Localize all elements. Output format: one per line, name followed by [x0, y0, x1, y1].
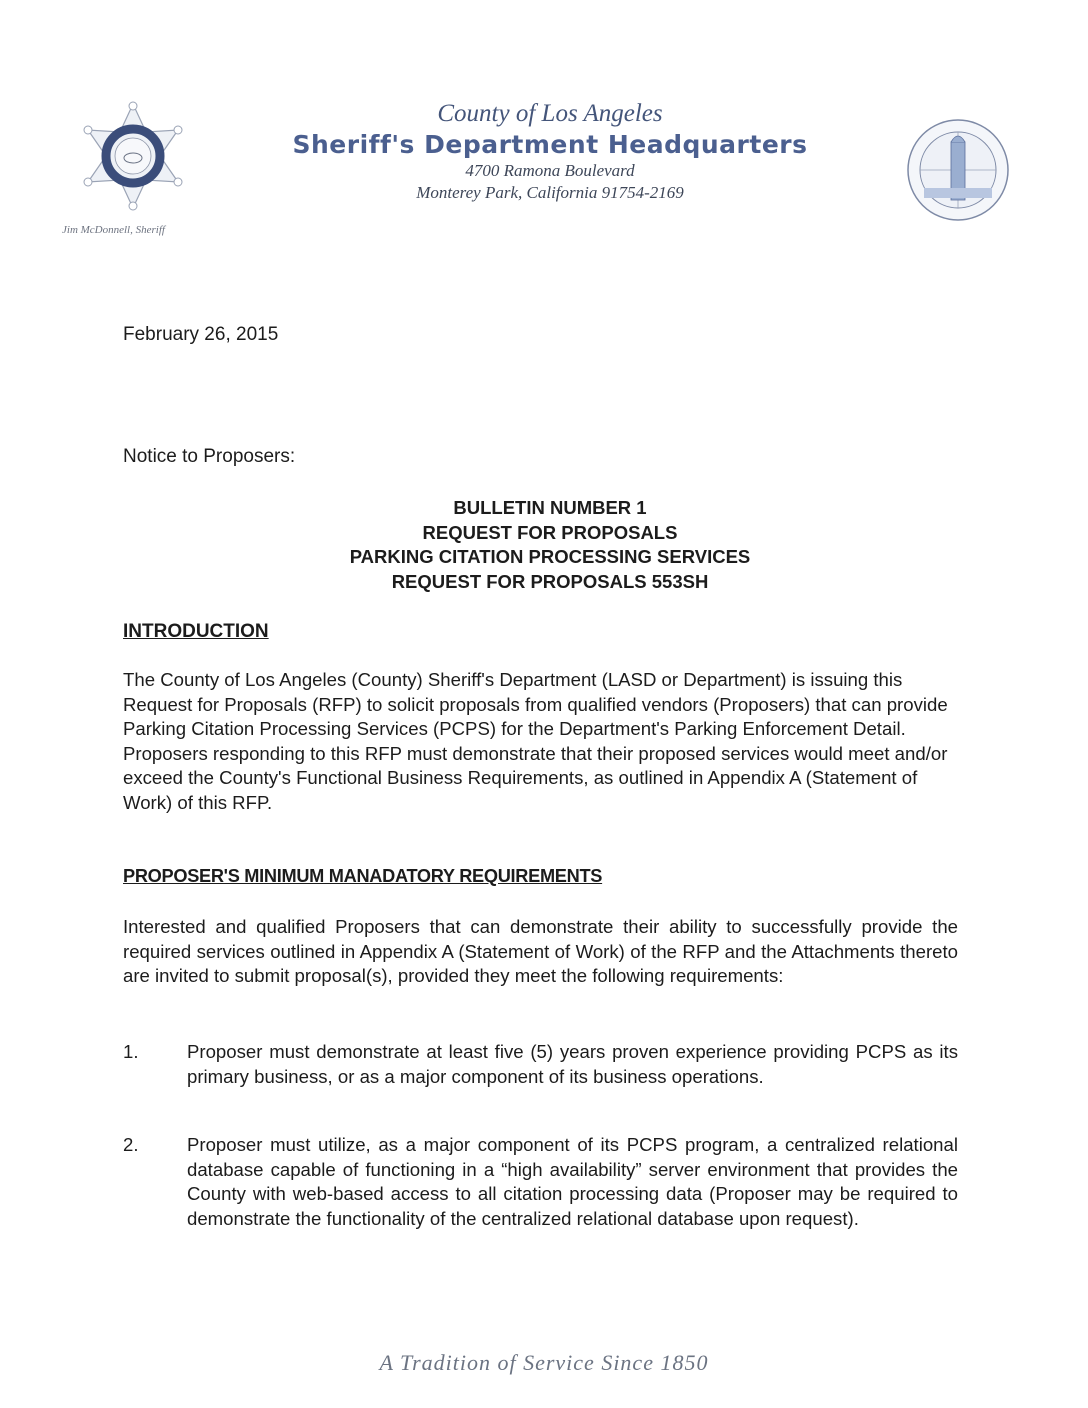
- address-line-1: 4700 Ramona Boulevard: [465, 161, 635, 180]
- salutation: Notice to Proposers:: [123, 446, 296, 467]
- requirement-item: [123, 1133, 958, 1231]
- bulletin-line: REQUEST FOR PROPOSALS: [422, 521, 678, 543]
- bulletin-line: BULLETIN NUMBER 1: [453, 497, 647, 518]
- requirement-text: Proposer must utilize, as a major component of its PCPS program, a centralized relational database capable of functioning in a “high availability” server environment that provides the County with web-based access to all citation processing data (Proposer may be required to demonstrate the functionality of the centralized relational database upon request).: [187, 1134, 958, 1229]
- section-heading-introduction: INTRODUCTION: [123, 621, 269, 642]
- bulletin-line: REQUEST FOR PROPOSALS 553SH: [391, 570, 709, 592]
- county-seal-logo: [906, 118, 1010, 222]
- introduction-paragraph: The County of Los Angeles (County) Sheriff's Department (LASD or Department) is issuing this Request for Proposals (RFP) to solicit proposals from qualified vendors (Proposers) that can provide Parking Citation Processing Services (PCPS) for the Department's Parking Enforcement Detail. Proposers responding to this RFP must demonstrate that their proposed services would meet and/or exceed the County's Functional Business Requirements, as outlined in Appendix A (Statement of Work) of this RFP.: [123, 669, 948, 813]
- letter-date: February 26, 2015: [123, 324, 279, 345]
- department-name: Sheriff's Department Headquarters: [292, 130, 808, 159]
- requirement-item: [123, 1040, 958, 1089]
- requirement-text: Proposer must demonstrate at least five (5) years proven experience providing PCPS as its primary business, or as a major component of its business operations.: [187, 1041, 958, 1087]
- bulletin-title: [250, 496, 850, 594]
- letterhead: [250, 98, 850, 204]
- requirement-number: 1.: [123, 1041, 139, 1062]
- footer-motto: A Tradition of Service Since 1850: [379, 1350, 709, 1375]
- bulletin-line: PARKING CITATION PROCESSING SERVICES: [349, 546, 751, 567]
- sheriff-badge-logo: [78, 100, 188, 212]
- address-line-2: Monterey Park, California 91754-2169: [416, 183, 684, 202]
- requirement-number: 2.: [123, 1134, 139, 1155]
- section-heading-requirements: PROPOSER'S MINIMUM MANADATORY REQUIREMENTS: [123, 866, 603, 886]
- sheriff-signature-name: Jim McDonnell, Sheriff: [62, 224, 165, 236]
- requirements-paragraph: Interested and qualified Proposers that can demonstrate their ability to successfully provide the required services outlined in Appendix A (Statement of Work) of the RFP and the Attachments thereto are invited to submit proposal(s), provided they meet the following requirements:: [123, 916, 958, 986]
- county-seal-icon: [906, 118, 1010, 222]
- sheriff-star-icon: [78, 100, 188, 212]
- county-name: County of Los Angeles: [437, 100, 663, 127]
